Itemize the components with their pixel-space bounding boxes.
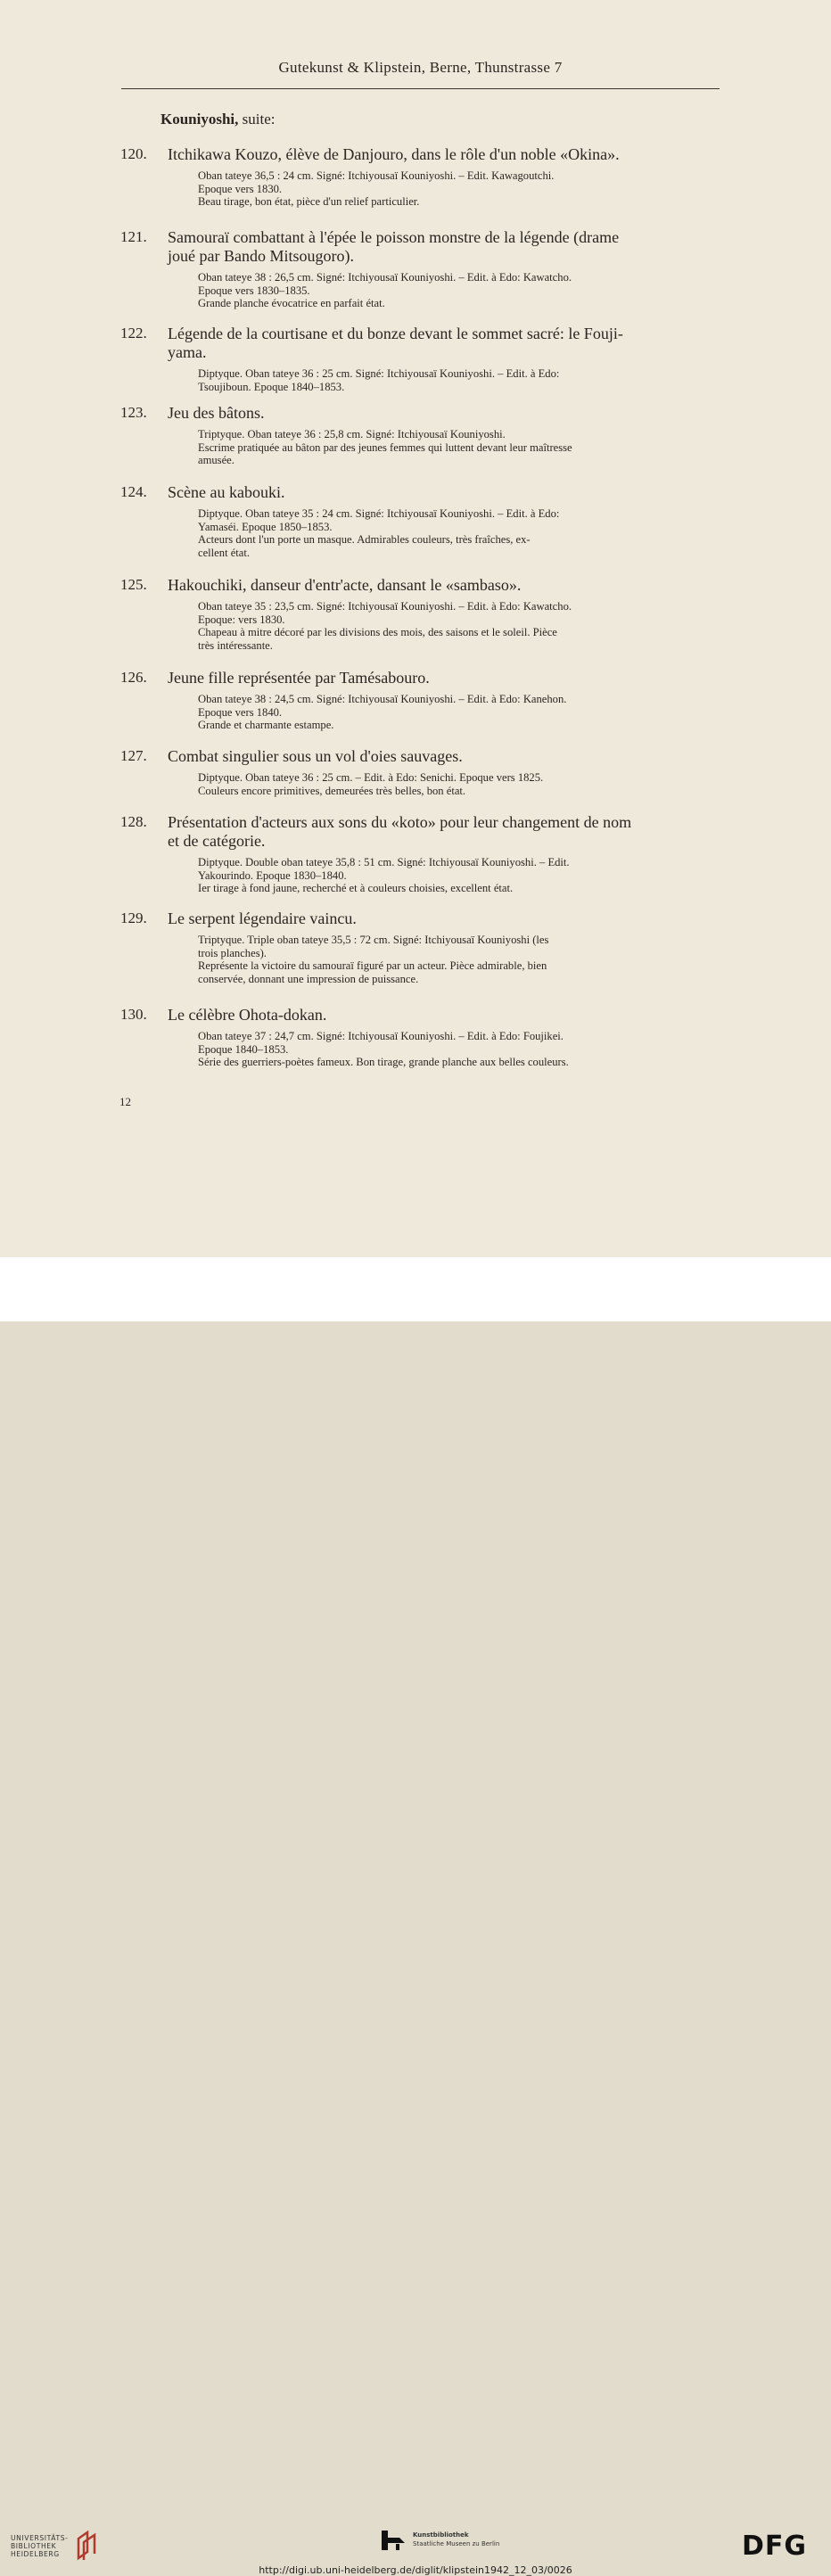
entry-description-line: Triptyque. Triple oban tateye 35,5 : 72 cm. Signé: Itchiyousaï Kouniyoshi (les	[198, 934, 549, 946]
entry-description-line: Grande planche évocatrice en parfait état.	[198, 297, 385, 309]
entry-description	[198, 600, 728, 652]
entry-description-line: Epoque 1840–1853.	[198, 1042, 289, 1056]
entry-description-line: Oban tateye 37 : 24,7 cm. Signé: Itchiyousaï Kouniyoshi. – Edit. à Edo: Foujikei.	[198, 1030, 564, 1042]
entry-description-line: Epoque vers 1830.	[198, 182, 283, 195]
entry-number: 124.	[120, 483, 147, 500]
entry-title-line: Combat singulier sous un vol d'oies sauvages.	[168, 747, 463, 765]
kb-title: Kunstbibliothek	[413, 2531, 469, 2539]
entry-description-line: Ier tirage à fond jaune, recherché et à couleurs choisies, excellent état.	[198, 882, 514, 894]
entry-description-line: Epoque: vers 1830.	[198, 613, 285, 626]
dfg-logo: DFG	[742, 2531, 808, 2562]
entry-title-line: Scène au kabouki.	[168, 483, 285, 501]
entry-description	[198, 693, 728, 732]
entry-title-line: Le serpent légendaire vaincu.	[168, 909, 357, 927]
entry-title	[168, 145, 726, 164]
entry-description	[198, 169, 728, 209]
entry-title-line: Présentation d'acteurs aux sons du «koto» pour leur changement de nom	[168, 813, 632, 831]
university-library-text	[11, 2534, 68, 2558]
entry-description-line: Diptyque. Double oban tateye 35,8 : 51 cm. Signé: Itchiyousaï Kouniyoshi. – Edit.	[198, 856, 570, 868]
entry-title	[168, 909, 726, 928]
entry-description-line: conservée, donnant une impression de puissance.	[198, 972, 419, 985]
entry-number: 127.	[120, 747, 147, 764]
header-rule	[121, 88, 720, 89]
page-number: 12	[119, 1095, 131, 1108]
entry-title-line: Le célèbre Ohota-dokan.	[168, 1006, 327, 1024]
entry-description-line: Diptyque. Oban tateye 36 : 25 cm. Signé: Itchiyousaï Kouniyoshi. – Edit. à Edo:	[198, 367, 560, 380]
entry-description-line: Tsoujiboun. Epoque 1840–1853.	[198, 380, 345, 393]
entry-description-line: Oban tateye 36,5 : 24 cm. Signé: Itchiyousaï Kouniyoshi. – Edit. Kawagoutchi.	[198, 169, 555, 182]
entry-description	[198, 507, 728, 559]
university-line: BIBLIOTHEK	[11, 2542, 57, 2550]
entry-description	[198, 934, 728, 985]
entry-description	[198, 367, 728, 393]
entry-description	[198, 771, 728, 797]
entry-number: 125.	[120, 576, 147, 593]
entry-title	[168, 228, 726, 266]
entry-number: 126.	[120, 669, 147, 686]
entry-description-line: Yakourindo. Epoque 1830–1840.	[198, 868, 347, 882]
entry-description-line: Oban tateye 35 : 23,5 cm. Signé: Itchiyousaï Kouniyoshi. – Edit. à Edo: Kawatcho.	[198, 600, 572, 613]
entry-title-line: Légende de la courtisane et du bonze devant le sommet sacré: le Fouji-	[168, 325, 623, 342]
document-page	[0, 0, 831, 1257]
entry-title	[168, 576, 726, 595]
entry-title	[168, 404, 726, 423]
entry-description-line: très intéressante.	[198, 638, 273, 652]
entry-description-line: Série des guerriers-poètes fameux. Bon tirage, grande planche aux belles couleurs.	[198, 1056, 569, 1068]
entry-description-line: amusée.	[198, 454, 234, 466]
university-line: UNIVERSITÄTS-	[11, 2534, 69, 2542]
entry-description	[198, 428, 728, 467]
kb-subtitle: Staatliche Museen zu Berlin	[413, 2540, 500, 2547]
entry-description-line: trois planches).	[198, 946, 267, 959]
entry-title	[168, 747, 726, 766]
entry-description-line: Acteurs dont l'un porte un masque. Admirables couleurs, très fraîches, ex-	[198, 533, 531, 546]
entry-title-line: Samouraï combattant à l'épée le poisson monstre de la légende (drame	[168, 228, 620, 246]
entry-title-line: Hakouchiki, danseur d'entr'acte, dansant le «sambaso».	[168, 576, 522, 594]
entry-description-line: Yamaséi. Epoque 1850–1853.	[198, 520, 333, 533]
entry-description-line: Couleurs encore primitives, demeurées très belles, bon état.	[198, 784, 466, 797]
entry-description-line: Oban tateye 38 : 26,5 cm. Signé: Itchiyousaï Kouniyoshi. – Edit. à Edo: Kawatcho.	[198, 271, 572, 284]
entry-number: 130.	[120, 1006, 147, 1023]
section-suffix: suite:	[238, 111, 276, 128]
entry-title-line: Jeune fille représentée par Tamésabouro.	[168, 669, 430, 687]
entry-description	[198, 1030, 728, 1069]
entry-title	[168, 813, 726, 851]
entry-description-line: Beau tirage, bon état, pièce d'un relief particulier.	[198, 195, 420, 208]
entry-description-line: Epoque vers 1840.	[198, 705, 283, 719]
entry-number: 120.	[120, 145, 147, 162]
entry-title	[168, 1006, 726, 1025]
entry-number: 123.	[120, 404, 147, 421]
entry-number: 122.	[120, 325, 147, 342]
entry-number: 129.	[120, 909, 147, 926]
entry-description-line: cellent état.	[198, 546, 251, 559]
entry-title-line: et de catégorie.	[168, 832, 266, 850]
kunstbibliothek-text	[413, 2531, 499, 2548]
entry-number: 121.	[120, 228, 147, 245]
entry-number: 128.	[120, 813, 147, 830]
entry-title-line: Jeu des bâtons.	[168, 404, 265, 422]
entry-title-line: joué par Bando Mitsougoro).	[168, 247, 354, 265]
entry-description-line: Epoque vers 1830–1835.	[198, 284, 310, 297]
entry-description-line: Chapeau à mitre décoré par les divisions des mois, des saisons et le soleil. Pièce	[198, 626, 557, 638]
university-line: HEIDELBERG	[11, 2550, 60, 2558]
university-logo-icon	[75, 2530, 102, 2562]
entry-title	[168, 669, 726, 687]
entry-description-line: Grande et charmante estampe.	[198, 719, 334, 731]
entry-description-line: Oban tateye 38 : 24,5 cm. Signé: Itchiyousaï Kouniyoshi. – Edit. à Edo: Kanehon.	[198, 693, 567, 705]
artist-name: Kouniyoshi,	[160, 111, 239, 128]
entry-title	[168, 325, 726, 362]
entry-description-line: Représente la victoire du samouraï figuré par un acteur. Pièce admirable, bien	[198, 959, 547, 972]
entry-title	[168, 483, 726, 502]
source-url-link[interactable]: http://digi.ub.uni-heidelberg.de/diglit/klipstein1942_12_03/0026	[259, 2564, 572, 2576]
entry-description-line: Diptyque. Oban tateye 35 : 24 cm. Signé: Itchiyousaï Kouniyoshi. – Edit. à Edo:	[198, 507, 560, 520]
kunstbibliothek-logo-icon	[382, 2531, 407, 2550]
digitization-footer	[0, 1257, 831, 2576]
running-header: Gutekunst & Klipstein, Berne, Thunstrasse 7	[278, 59, 563, 76]
entry-description-line: Triptyque. Oban tateye 36 : 25,8 cm. Signé: Itchiyousaï Kouniyoshi.	[198, 428, 506, 440]
entry-title-line: yama.	[168, 343, 207, 361]
entry-description	[198, 856, 728, 895]
entry-title-line: Itchikawa Kouzo, élève de Danjouro, dans le rôle d'un noble «Okina».	[168, 145, 620, 163]
section-heading	[160, 111, 276, 128]
entry-description	[198, 271, 728, 310]
entry-description-line: Diptyque. Oban tateye 36 : 25 cm. – Edit. à Edo: Senichi. Epoque vers 1825.	[198, 771, 544, 784]
entry-description-line: Escrime pratiquée au bâton par des jeunes femmes qui luttent devant leur maîtresse	[198, 440, 572, 454]
